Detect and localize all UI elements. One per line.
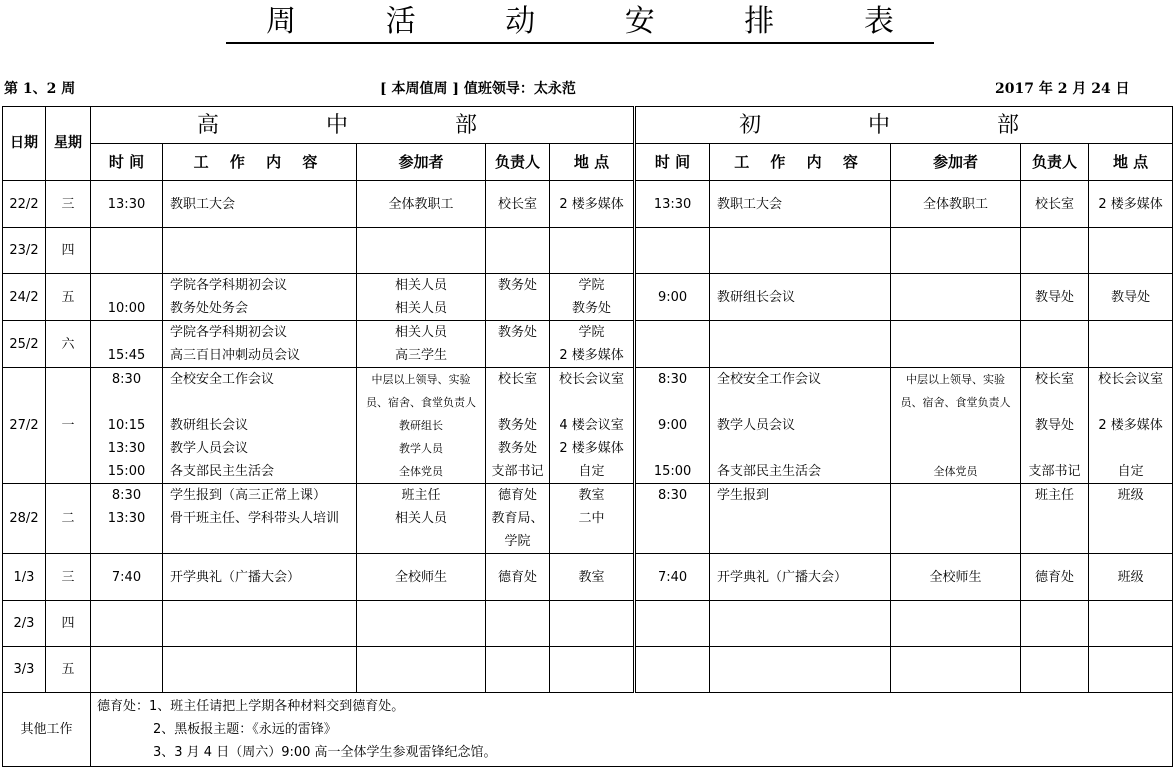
ms-responsible-line: 支部书记 (1028, 464, 1081, 479)
schedule-row (3, 181, 1173, 228)
ms-content-line (717, 437, 890, 460)
hs-content-line: 开学典礼（广播大会） (170, 569, 301, 585)
hs-location-cell (550, 181, 635, 228)
ms-time-cell (635, 601, 710, 647)
ms-location-cell (1089, 554, 1173, 601)
hs-responsible-line: 校长室 (497, 196, 537, 212)
ms-location-line: 班级 (1117, 488, 1144, 503)
ms-content-line: 教学人员会议 (717, 418, 796, 433)
other-work-line: 2、黑板报主题：《永远的雷锋》 (153, 722, 337, 737)
hs-participants-line: 相关人员 (394, 325, 447, 340)
hs-content-cell (163, 228, 357, 274)
hs-content-line: 教学人员会议 (170, 441, 249, 456)
hs-location-line: 2 楼多媒体 (559, 196, 624, 212)
hs-location-line: 校长会议室 (559, 372, 625, 387)
schedule-table (2, 106, 1173, 767)
weekday-cell: 五 (46, 274, 91, 321)
ms-content-line: 教职工大会 (717, 196, 783, 212)
hs-participants-line: 员、宿舍、食堂负责人 (366, 396, 476, 409)
hs-content-line: 骨干班主任、学科带头人培训 (170, 511, 340, 526)
ms-location-line: 教导处 (1111, 289, 1151, 305)
hs-location-line: 2 楼多媒体 (559, 441, 624, 456)
ms-participants-line (891, 484, 1020, 507)
hs-participants-line: 相关人员 (394, 511, 447, 526)
hs-location-cell (550, 554, 635, 601)
hs-participants-line: 全体教职工 (388, 196, 454, 212)
hs-participants-line: 高三学生 (394, 348, 447, 363)
hs-content-cell (163, 274, 357, 321)
week-label: 第 1、2 周 (4, 81, 76, 97)
weekday-cell: 三 (46, 554, 91, 601)
hs-responsible-line (486, 344, 549, 367)
hs-location-line: 4 楼会议室 (559, 418, 624, 433)
hs-content-cell (163, 601, 357, 647)
ms-location-line: 2 楼多媒体 (1098, 418, 1163, 433)
hs-content-cell (163, 647, 357, 693)
hs-content-cell (163, 484, 357, 554)
ms-time-cell (635, 368, 710, 484)
date-cell: 27/2 (3, 368, 46, 484)
date-cell: 24/2 (3, 274, 46, 321)
hs-responsible-line (486, 297, 549, 320)
date-cell: 25/2 (3, 321, 46, 368)
ms-participants-cell (891, 181, 1021, 228)
hs-location-line: 教务处 (572, 301, 612, 316)
other-work-row (3, 693, 1173, 767)
hs-content-line: 教务处处务会 (170, 301, 249, 316)
ms-time-line: 15:00 (653, 464, 692, 479)
hs-participants-header: 参加者 (357, 144, 486, 181)
hs-location-line: 二中 (578, 511, 605, 526)
hs-responsible-line: 教育局、 (491, 511, 544, 526)
hs-location-header: 地 点 (550, 144, 635, 181)
schedule-row (3, 368, 1173, 484)
hs-participants-line: 全校师生 (394, 569, 447, 585)
ms-time-cell (635, 274, 710, 321)
hs-location-line: 教室 (578, 488, 605, 503)
ms-participants-line: 员、宿舍、食堂负责人 (900, 396, 1011, 409)
hs-location-cell (550, 228, 635, 274)
ms-time-cell (635, 554, 710, 601)
ms-participants-cell (891, 554, 1021, 601)
hs-responsible-line: 学院 (504, 534, 531, 549)
hs-participants-line: 相关人员 (394, 278, 447, 293)
hs-location-line: 教室 (578, 569, 605, 585)
weekday-cell: 五 (46, 647, 91, 693)
ms-participants-header: 参加者 (891, 144, 1021, 181)
ms-participants-line: 中层以上领导、实验 (906, 373, 1006, 386)
hs-location-cell (550, 368, 635, 484)
ms-location-line: 班级 (1117, 569, 1144, 585)
hs-time-line: 13:30 (107, 511, 146, 526)
ms-responsible-cell (1021, 554, 1089, 601)
hs-location-cell (550, 601, 635, 647)
ms-participants-line (891, 414, 1020, 437)
ms-time-cell (635, 228, 710, 274)
ms-content-line (717, 391, 890, 414)
hs-time-line: 8:30 (111, 372, 142, 387)
date-column-header: 日期 (3, 107, 46, 181)
schedule-row (3, 601, 1173, 647)
hs-time-line (91, 274, 162, 297)
weekday-cell: 一 (46, 368, 91, 484)
ms-responsible-cell (1021, 228, 1089, 274)
report-date: 2017 年 2 月 24 日 (995, 81, 1130, 97)
hs-location-cell (550, 321, 635, 368)
schedule-row (3, 228, 1173, 274)
ms-participants-line (891, 286, 1020, 309)
hs-participants-cell (357, 484, 486, 554)
ms-time-cell (635, 647, 710, 693)
hs-time-line: 10:15 (107, 418, 146, 433)
hs-responsible-cell (486, 601, 550, 647)
hs-content-line: 高三百日冲刺动员会议 (170, 348, 301, 363)
hs-content-line: 全校安全工作会议 (170, 372, 275, 387)
hs-responsible-line: 教务处 (497, 441, 537, 456)
ms-time-line: 13:30 (653, 196, 692, 212)
ms-location-cell (1089, 181, 1173, 228)
ms-responsible-cell (1021, 274, 1089, 321)
high-school-header: 高 中 部 (91, 107, 635, 144)
page-title: 周 活 动 安 排 表 (0, 4, 1160, 44)
ms-content-header: 工 作 内 容 (710, 144, 891, 181)
ms-location-line: 2 楼多媒体 (1098, 196, 1163, 212)
weekday-cell: 六 (46, 321, 91, 368)
hs-content-cell (163, 368, 357, 484)
hs-location-line: 自定 (578, 464, 605, 479)
hs-time-cell (91, 368, 163, 484)
date-cell: 22/2 (3, 181, 46, 228)
hs-responsible-cell (486, 228, 550, 274)
hs-responsible-cell (486, 484, 550, 554)
ms-content-cell (710, 554, 891, 601)
ms-content-cell (710, 484, 891, 554)
hs-time-line: 15:45 (107, 348, 146, 363)
ms-responsible-cell (1021, 321, 1089, 368)
weekday-cell: 四 (46, 601, 91, 647)
ms-content-cell (710, 368, 891, 484)
ms-participants-cell (891, 321, 1021, 368)
hs-responsible-line: 教务处 (497, 325, 537, 340)
ms-responsible-cell (1021, 484, 1089, 554)
hs-content-line: 教研组长会议 (170, 418, 249, 433)
ms-responsible-line: 教导处 (1035, 418, 1075, 433)
hs-content-line (170, 391, 356, 414)
hs-participants-line: 教学人员 (399, 442, 443, 455)
hs-location-line: 学院 (578, 278, 605, 293)
ms-participants-cell (891, 601, 1021, 647)
hs-content-line: 学生报到（高三正常上课） (170, 488, 327, 503)
hs-content-line: 学院各学科期初会议 (170, 325, 288, 340)
ms-location-cell (1089, 274, 1173, 321)
ms-participants-cell (891, 647, 1021, 693)
ms-content-cell (710, 601, 891, 647)
ms-participants-cell (891, 484, 1021, 554)
ms-participants-line: 全校师生 (929, 569, 982, 585)
ms-time-line: 9:00 (657, 289, 688, 305)
hs-time-cell (91, 181, 163, 228)
hs-responsible-cell (486, 274, 550, 321)
ms-participants-cell (891, 274, 1021, 321)
ms-content-line: 教研组长会议 (717, 289, 796, 305)
middle-school-header: 初 中 部 (635, 107, 1173, 144)
hs-time-cell (91, 321, 163, 368)
ms-content-line: 学生报到 (717, 488, 770, 503)
ms-content-cell (710, 228, 891, 274)
hs-time-line: 7:40 (111, 569, 142, 585)
ms-content-cell (710, 647, 891, 693)
weekday-cell: 二 (46, 484, 91, 554)
ms-time-header: 时 间 (635, 144, 710, 181)
hs-responsible-line: 校长室 (497, 372, 537, 387)
ms-location-cell (1089, 228, 1173, 274)
other-work-content (91, 693, 1173, 767)
hs-responsible-cell (486, 368, 550, 484)
hs-content-cell (163, 321, 357, 368)
hs-content-cell (163, 181, 357, 228)
ms-location-cell (1089, 368, 1173, 484)
hs-time-line (91, 321, 162, 344)
ms-responsible-cell (1021, 647, 1089, 693)
ms-content-line: 全校安全工作会议 (717, 372, 822, 387)
ms-location-line (1089, 391, 1172, 414)
hs-content-header: 工 作 内 容 (163, 144, 357, 181)
ms-participants-line: 全体党员 (933, 465, 978, 478)
ms-responsible-line: 教导处 (1035, 289, 1075, 305)
ms-time-line: 8:30 (657, 488, 688, 503)
hs-content-line: 教职工大会 (170, 196, 236, 212)
hs-time-line: 15:00 (107, 464, 146, 479)
ms-time-line: 7:40 (657, 569, 688, 585)
hs-responsible-cell (486, 321, 550, 368)
hs-responsible-line: 德育处 (497, 488, 537, 503)
ms-time-line (636, 391, 709, 414)
hs-participants-cell (357, 554, 486, 601)
other-work-line: 德育处：1、班主任请把上学期各种材料交到德育处。 (97, 699, 405, 714)
hs-participants-cell (357, 647, 486, 693)
hs-responsible-line (486, 391, 549, 414)
ms-responsible-line: 德育处 (1035, 569, 1075, 585)
hs-time-cell (91, 484, 163, 554)
date-cell: 2/3 (3, 601, 46, 647)
hs-time-cell (91, 228, 163, 274)
hs-time-line (91, 391, 162, 414)
hs-time-header: 时 间 (91, 144, 163, 181)
hs-responsible-header: 负责人 (486, 144, 550, 181)
duty-leader-label: [ 本周值周 ] 值班领导：太永范 (380, 81, 576, 97)
date-cell: 1/3 (3, 554, 46, 601)
column-header-row (3, 144, 1173, 181)
hs-location-line (550, 391, 633, 414)
ms-content-cell (710, 274, 891, 321)
hs-responsible-line: 教务处 (497, 418, 537, 433)
hs-participants-cell (357, 181, 486, 228)
schedule-row (3, 484, 1173, 554)
ms-time-line: 9:00 (657, 418, 688, 433)
date-cell: 23/2 (3, 228, 46, 274)
weekday-cell: 四 (46, 228, 91, 274)
ms-time-cell (635, 181, 710, 228)
ms-participants-line (891, 437, 1020, 460)
ms-location-line: 自定 (1117, 464, 1144, 479)
ms-content-cell (710, 321, 891, 368)
hs-time-cell (91, 647, 163, 693)
hs-time-line: 13:30 (107, 196, 146, 212)
hs-content-cell (163, 554, 357, 601)
schedule-rows (3, 181, 1173, 693)
hs-participants-cell (357, 274, 486, 321)
ms-responsible-header: 负责人 (1021, 144, 1089, 181)
hs-location-cell (550, 484, 635, 554)
weekday-column-header: 星期 (46, 107, 91, 181)
hs-time-line: 8:30 (111, 488, 142, 503)
hs-participants-line: 中层以上领导、实验 (371, 373, 471, 386)
ms-time-line: 8:30 (657, 372, 688, 387)
ms-responsible-cell (1021, 601, 1089, 647)
hs-time-cell (91, 554, 163, 601)
schedule-row (3, 321, 1173, 368)
hs-content-line: 学院各学科期初会议 (170, 278, 288, 293)
ms-location-header: 地 点 (1089, 144, 1173, 181)
date-cell: 3/3 (3, 647, 46, 693)
other-work-label: 其他工作 (3, 693, 91, 767)
ms-responsible-line: 校长室 (1035, 196, 1075, 212)
hs-participants-line: 教研组长 (399, 419, 443, 432)
ms-time-cell (635, 484, 710, 554)
ms-time-cell (635, 321, 710, 368)
hs-location-line: 学院 (578, 325, 605, 340)
hs-participants-cell (357, 321, 486, 368)
other-work-line: 3、3 月 4 日（周六）9:00 高一全体学生参观雷锋纪念馆。 (153, 745, 497, 760)
schedule-row (3, 647, 1173, 693)
ms-location-cell (1089, 647, 1173, 693)
hs-participants-cell (357, 368, 486, 484)
ms-location-cell (1089, 601, 1173, 647)
weekday-cell: 三 (46, 181, 91, 228)
ms-responsible-line (1021, 391, 1088, 414)
hs-responsible-cell (486, 647, 550, 693)
hs-participants-cell (357, 228, 486, 274)
hs-participants-line: 全体党员 (399, 465, 443, 478)
section-header-row (3, 107, 1173, 144)
hs-time-cell (91, 601, 163, 647)
hs-location-line: 2 楼多媒体 (559, 348, 624, 363)
ms-responsible-cell (1021, 368, 1089, 484)
ms-participants-cell (891, 228, 1021, 274)
ms-participants-line: 全体教职工 (923, 196, 989, 212)
hs-responsible-line: 教务处 (497, 278, 537, 293)
hs-responsible-line: 支部书记 (491, 464, 544, 479)
ms-responsible-line: 班主任 (1035, 488, 1075, 503)
ms-content-cell (710, 181, 891, 228)
hs-location-cell (550, 274, 635, 321)
hs-time-line: 10:00 (107, 301, 146, 316)
ms-content-line: 各支部民主生活会 (717, 464, 822, 479)
schedule-row (3, 274, 1173, 321)
hs-time-line: 13:30 (107, 441, 146, 456)
ms-content-line: 开学典礼（广播大会） (717, 569, 848, 585)
hs-location-cell (550, 647, 635, 693)
schedule-row (3, 554, 1173, 601)
ms-responsible-cell (1021, 181, 1089, 228)
hs-responsible-cell (486, 181, 550, 228)
hs-content-line: 各支部民主生活会 (170, 464, 275, 479)
ms-location-cell (1089, 321, 1173, 368)
ms-location-line: 校长会议室 (1098, 372, 1164, 387)
ms-participants-cell (891, 368, 1021, 484)
ms-responsible-line: 校长室 (1035, 372, 1075, 387)
hs-responsible-line: 德育处 (497, 569, 537, 585)
date-cell: 28/2 (3, 484, 46, 554)
ms-location-line (1089, 437, 1172, 460)
ms-time-line (636, 437, 709, 460)
hs-responsible-cell (486, 554, 550, 601)
ms-location-cell (1089, 484, 1173, 554)
hs-participants-cell (357, 601, 486, 647)
hs-participants-line: 相关人员 (394, 301, 447, 316)
ms-responsible-line (1021, 437, 1088, 460)
hs-time-cell (91, 274, 163, 321)
hs-participants-line: 班主任 (401, 488, 441, 503)
